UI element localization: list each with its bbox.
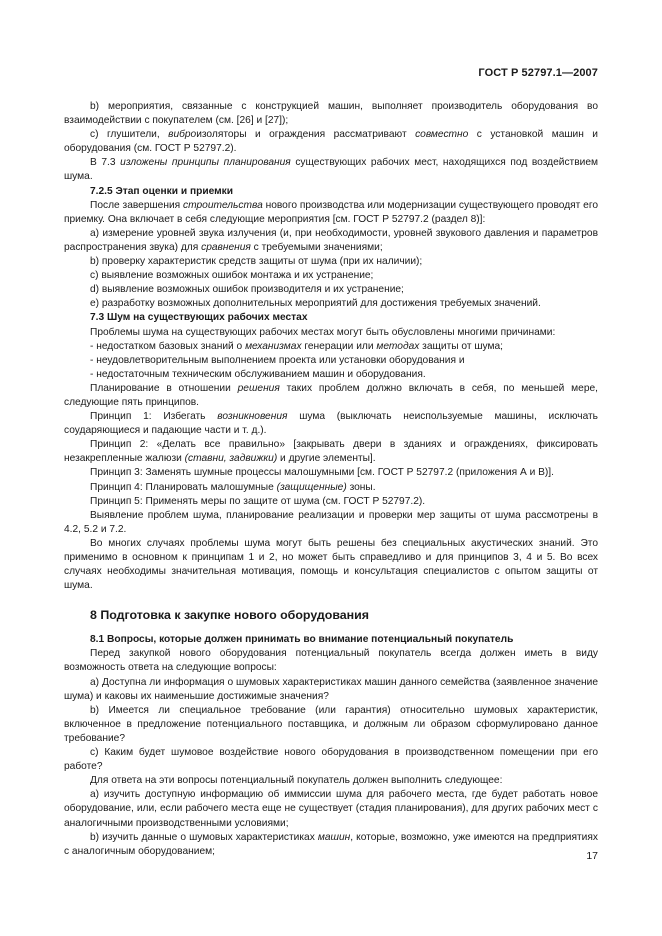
text-run: методах [376,340,420,352]
text-run: с требуемыми значениями; [250,241,383,253]
subsection-heading [64,633,598,647]
text-run: b) Имеется ли специальное требование (или гарантия) относительно шумовых характеристик, включенное в предложение потенциального поставщика, и должным ли образом сформулировано данное требование? [64,704,598,744]
paragraph [64,382,598,410]
text-run: шума (выключать неиспользуемые машины, исключать соударяющиеся и падающие части и т. д.). [64,411,598,437]
paragraph [64,255,598,269]
paragraph [64,676,598,704]
text-run: c) выявление возможных ошибок монтажа и их устранение; [90,270,374,282]
text-run: изложены принципы планирования [120,157,291,169]
subsection-heading [64,185,598,199]
text-run: сравнения [201,241,251,253]
text-run: Выявление проблем шума, планирование реализации и проверки мер защиты от шума рассмотрены в 4.2, 5.2 и 7.2. [64,509,598,535]
text-run: изоляторы и ограждения рассматривают [196,129,416,141]
paragraph [64,647,598,675]
text-run: зоны. [346,481,376,493]
text-run: и другие элементы]. [277,453,376,465]
text-run: c) глушители, [90,129,169,141]
text-run: После завершения [90,199,184,211]
text-run: 7.3 Шум на существующих рабочих местах [90,312,308,324]
text-run: Проблемы шума на существующих рабочих местах могут быть обусловлены многими причинами: [90,326,556,338]
text-run: таких проблем должно включать в себя, по меньшей мере, следующие пять принципов. [64,382,598,408]
paragraph [64,831,598,859]
paragraph [64,269,598,283]
text-run: строительства [183,199,263,211]
text-run: (защищенные) [276,481,347,493]
text-run: вибро [168,129,197,141]
paragraph [64,227,598,255]
text-run: защиты от шума; [419,340,503,352]
text-run: Принцип 1: Избегать [90,411,218,423]
text-run: Для ответа на эти вопросы потенциальный покупатель должен выполнить следующее: [90,775,503,787]
text-run: - неудовлетворительным выполнением проекта или установки оборудования и [90,354,465,366]
paragraph [64,481,598,495]
paragraph [64,156,598,184]
paragraph [64,774,598,788]
paragraph [64,438,598,466]
text-run: Принцип 2: «Делать все правильно» [закрывать двери в зданиях и ограждениях, фиксировать незакрепленные жалюзи [64,439,598,465]
text-run: Планирование в отношении [90,382,238,394]
paragraph [64,704,598,746]
text-run: машин [317,831,351,843]
document-header: ГОСТ Р 52797.1—2007 [478,67,598,79]
text-run: a) измерение уровней звука излучения (и, при необходимости, уровней звукового давления и параметров распространения звука) для [64,227,598,253]
body-text-bottom [64,633,598,859]
text-run: 8.1 Вопросы, которые должен принимать во внимание потенциальный покупатель [90,634,514,646]
text-run: - недостатком базовых знаний о [90,340,246,352]
paragraph [64,340,598,354]
paragraph [64,354,598,368]
text-run: В 7.3 [90,157,121,169]
text-run: механизмах [245,340,302,352]
paragraph [64,410,598,438]
paragraph [64,100,598,128]
text-run: а) изучить доступную информацию об иммиссии шума для рабочего места, где будет работать новое оборудование, или, если рабочего места еще не существует (стадия планирования), для других рабочих мест с аналогичными производственными условиями; [64,789,598,829]
paragraph [64,128,598,156]
text-run: e) разработку возможных дополнительных мероприятий для достижения требуемых значений. [90,298,541,310]
text-run: существующих рабочих мест, находящихся под воздействием шума. [64,157,598,183]
section-8-title: 8 Подготовка к закупке нового оборудования [90,608,370,623]
text-run: (ставни, задвижки) [184,453,278,465]
paragraph [64,466,598,480]
text-run: генерации или [301,340,377,352]
text-run: d) выявление возможных ошибок производителя и их устранение; [90,284,404,296]
paragraph [64,509,598,537]
text-run: 7.2.5 Этап оценки и приемки [90,185,234,197]
text-run: Во многих случаях проблемы шума могут быть решены без специальных акустических знаний. Это применимо в основном к принципам 1 и 2, но может быть справедливо и для принципов 3, 4 и 5. Во всех случаях необходимы значительная мотивация, помощь и консультация специалистов с опытом защиты от шума. [64,537,598,592]
text-run: b) изучить данные о шумовых характеристиках [90,831,318,843]
text-run: а) Доступна ли информация о шумовых характеристиках машин данного семейства (заявленное значение шума) и каковы их наименьшие достижимые значения? [64,676,598,702]
text-run: , которые, возможно, уже имеются на предприятиях с аналогичным оборудованием; [64,831,598,857]
text-run: совместно [415,129,469,141]
text-run: с установкой машин и оборудования (см. ГОСТ Р 52797.2). [64,129,598,155]
page-number: 17 [586,850,598,862]
text-run: решения [237,382,280,394]
text-run: b) мероприятия, связанные с конструкцией машин, выполняет производитель оборудования во взаимодействии с покупателем (см. [26] и [27]); [64,101,598,127]
paragraph [64,368,598,382]
text-run: Принцип 3: Заменять шумные процессы малошумными [см. ГОСТ Р 52797.2 (приложения А и В)]. [90,467,554,479]
document-body [64,100,598,859]
body-text-top [64,100,598,593]
paragraph [64,199,598,227]
paragraph [64,326,598,340]
text-run: возникновения [217,411,288,423]
paragraph [64,746,598,774]
text-run: Перед закупкой нового оборудования потенциальный покупатель всегда должен иметь в виду возможность ответа на следующие вопросы: [64,648,598,674]
paragraph [64,788,598,830]
text-run: Принцип 4: Планировать малошумные [90,481,277,493]
text-run: - недостаточным техническим обслуживанием машин и оборудования. [90,368,426,380]
paragraph [64,495,598,509]
paragraph [64,537,598,593]
text-run: нового производства или модернизации существующего проводят его приемку. Она включает в себя следующие мероприятия [см. ГОСТ Р 52797.2 (раздел 8)]: [64,199,598,225]
text-run: c) Каким будет шумовое воздействие нового оборудования в производственном помещении при его работе? [64,747,598,773]
text-run: b) проверку характеристик средств защиты от шума (при их наличии); [90,256,423,268]
paragraph [64,283,598,297]
text-run: Принцип 5: Применять меры по защите от шума (см. ГОСТ Р 52797.2). [90,495,426,507]
subsection-heading [64,311,598,325]
paragraph [64,297,598,311]
